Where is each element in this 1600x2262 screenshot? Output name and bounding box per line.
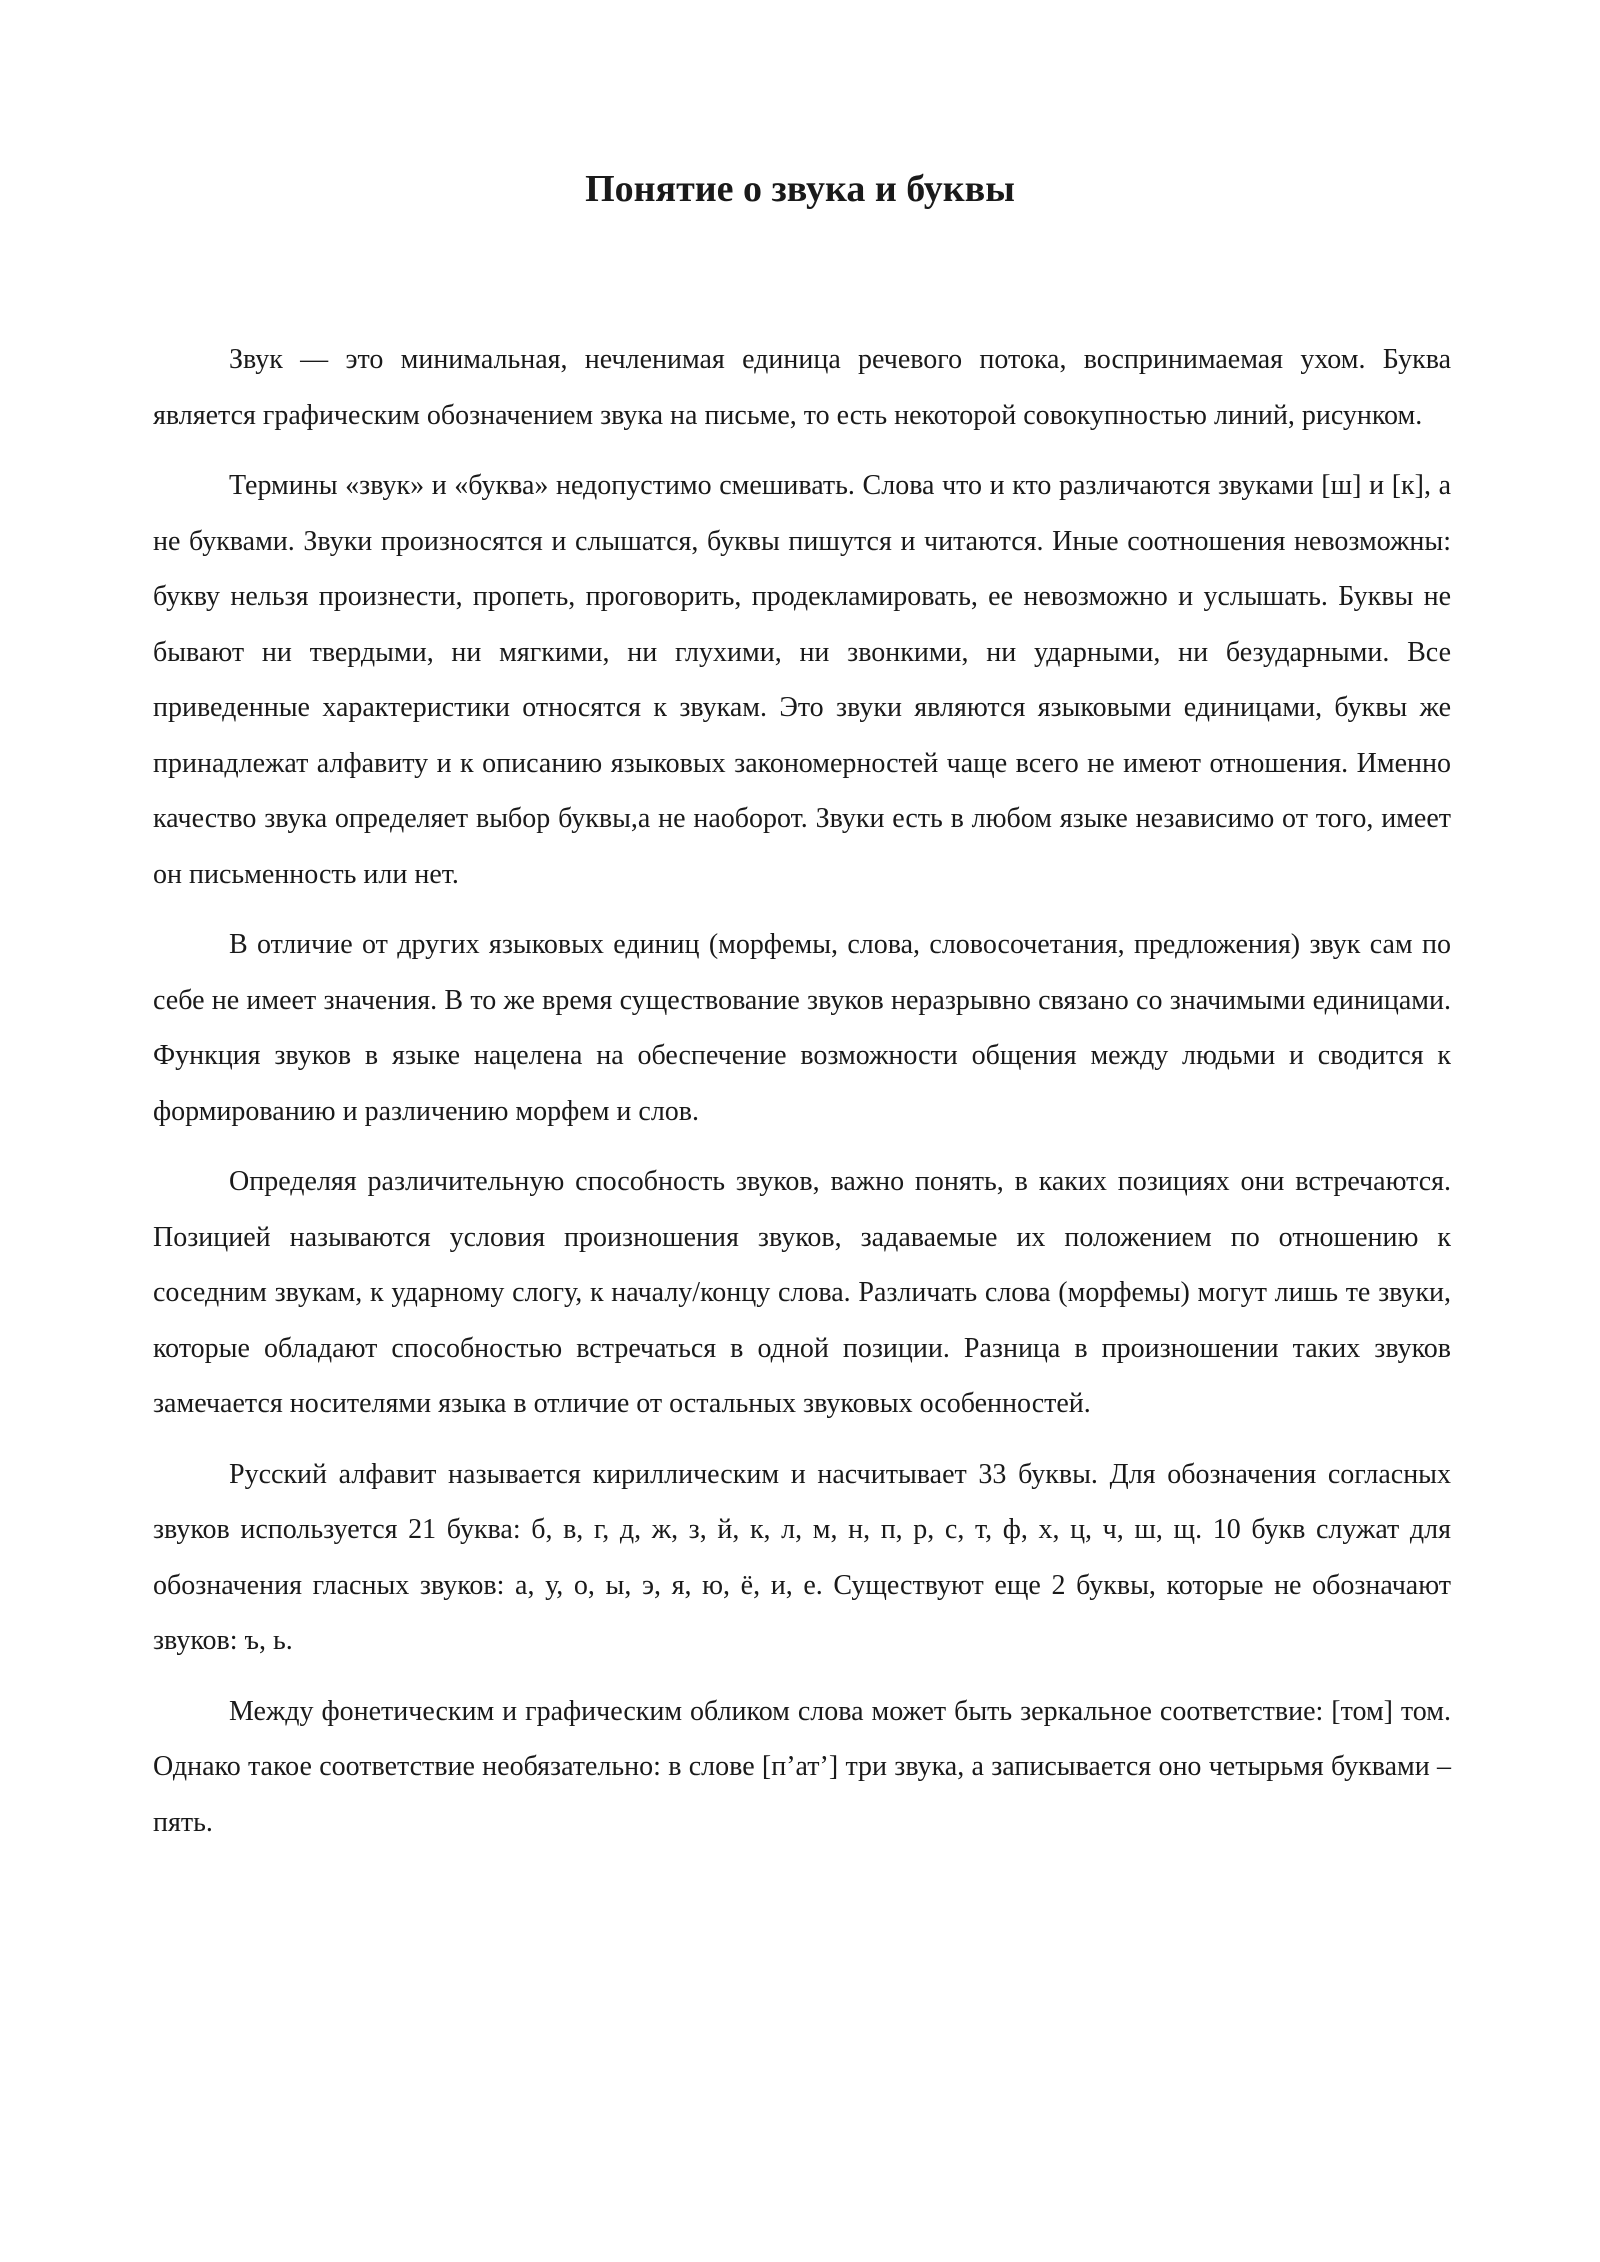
paragraph-2: Термины «звук» и «буква» недопустимо смешивать. Слова что и кто различаются звуками [ш] и [к], а не буквами. Звуки произносятся и слышатся, буквы пишутся и читаются. Иные соотношения невозможны: букву нельзя произнести, пропеть, проговорить, продекламировать, ее невозможно и услышать. Буквы не бывают ни твердыми, ни мягкими, ни глухими, ни звонкими, ни ударными, ни безударными. Все приведенные характеристики относятся к звукам. Это звуки являются языковыми единицами, буквы же принадлежат алфавиту и к описанию языковых закономерностей чаще всего не имеют отношения. Именно качество звука определяет выбор буквы,а не наоборот. Звуки есть в любом языке независимо от того, имеет он письменность или нет.	[153, 470, 1451, 890]
paragraph-4: Определяя различительную способность звуков, важно понять, в каких позициях они встречаются. Позицией называются условия произношения звуков, задаваемые их положением по отношению к соседним звукам, к ударному слогу, к началу/концу слова. Различать слова (морфемы) могут лишь те звуки, которые обладают способностью встречаться в одной позиции. Разница в произношении таких звуков замечается носителями языка в отличие от остальных звуковых особенностей.	[153, 1166, 1451, 1419]
paragraph-6: Между фонетическим и графическим обликом слова может быть зеркальное соответствие: [том] том. Однако такое соответствие необязательно: в слове [п’ат’] три звука, а записывается оно четырьмя буквами – пять.	[153, 1695, 1451, 1838]
paragraph-3: В отличие от других языковых единиц (морфемы, слова, словосочетания, предложения) звук сам по себе не имеет значения. В то же время существование звуков неразрывно связано со значимыми единицами. Функция звуков в языке нацелена на обеспечение возможности общения между людьми и сводится к формированию и различению морфем и слов.	[153, 929, 1451, 1127]
document-title: Понятие о звука и буквы	[585, 168, 1015, 210]
paragraph-5: Русский алфавит называется кириллическим и насчитывает 33 буквы. Для обозначения согласных звуков используется 21 буква: б, в, г, д, ж, з, й, к, л, м, н, п, р, с, т, ф, х, ц, ч, ш, щ. 10 букв служат для обозначения гласных звуков: а, у, о, ы, э, я, ю, ё, и, е. Существуют еще 2 буквы, которые не обозначают звуков: ъ, ь.	[153, 1458, 1451, 1656]
document-body	[153, 332, 1451, 1865]
paragraph-1: Звук — это минимальная, нечленимая единица речевого потока, воспринимаемая ухом. Буква является графическим обозначением звука на письме, то есть некоторой совокупностью линий, рисунком.	[153, 344, 1451, 431]
